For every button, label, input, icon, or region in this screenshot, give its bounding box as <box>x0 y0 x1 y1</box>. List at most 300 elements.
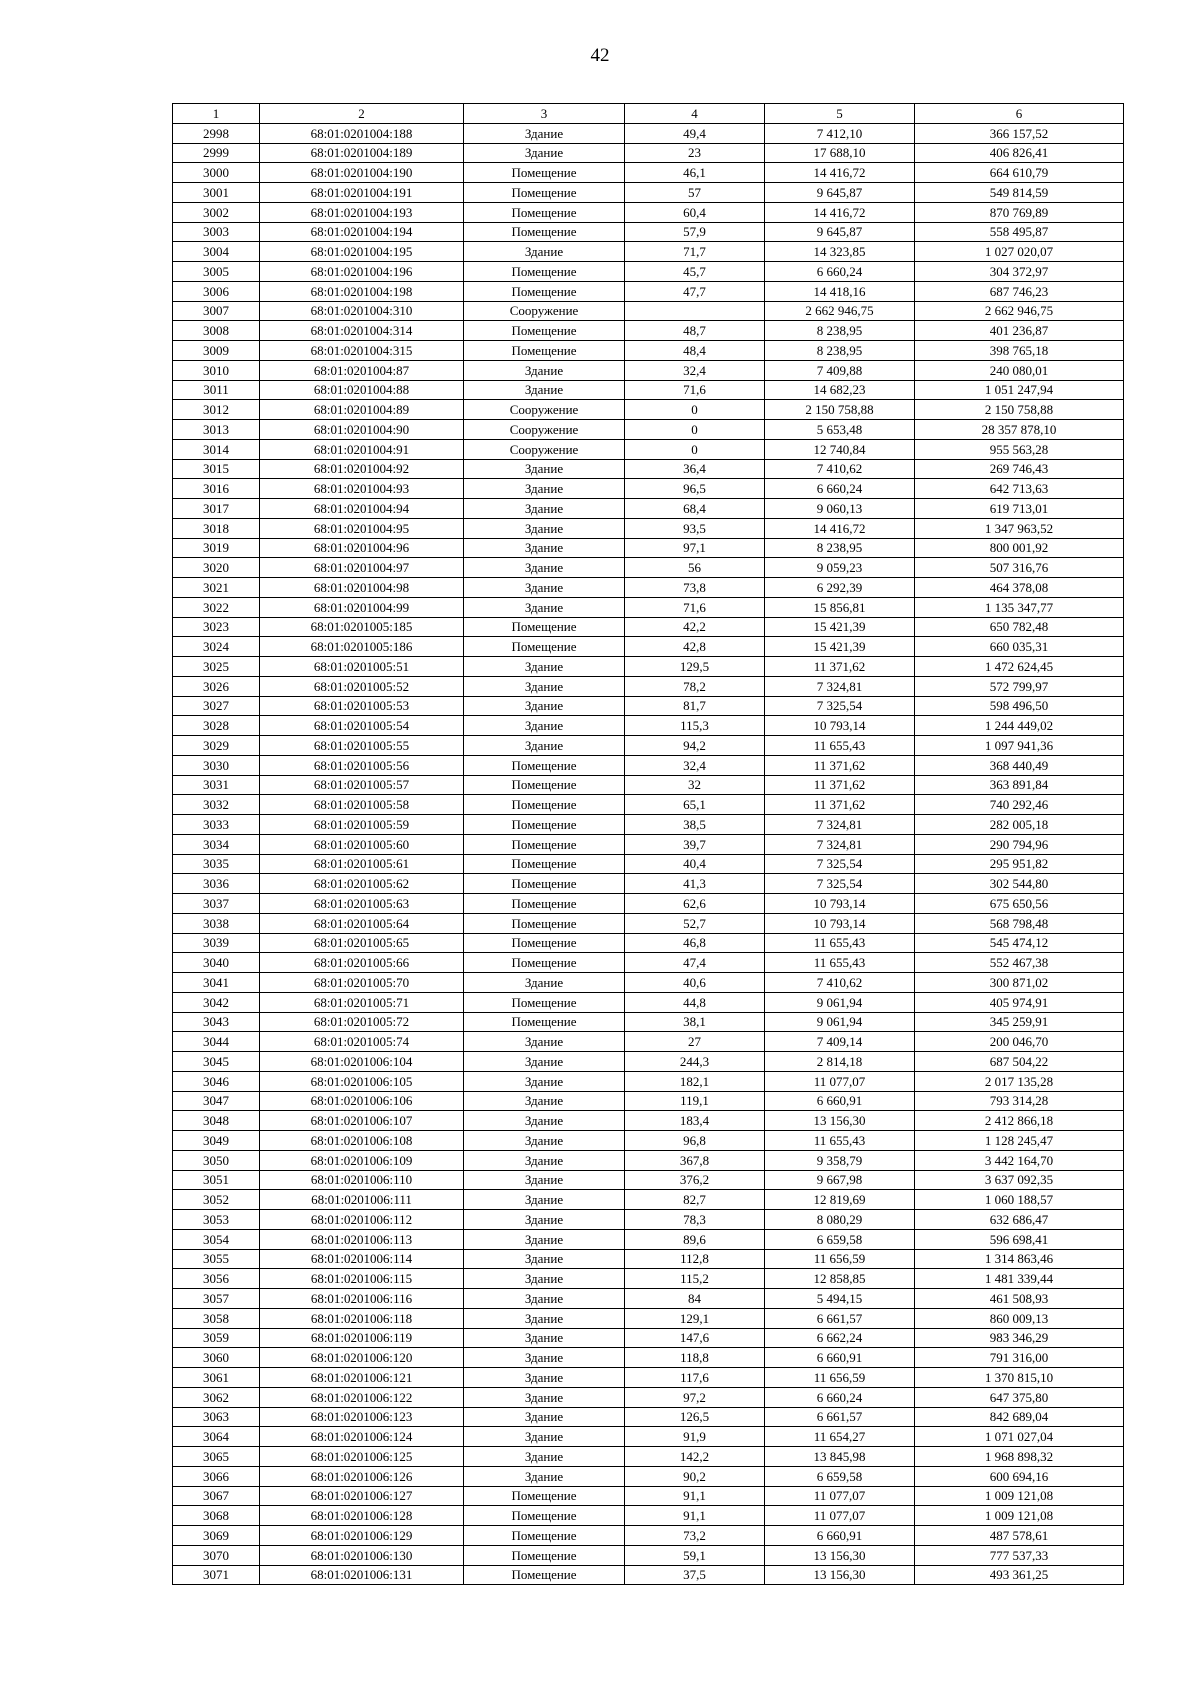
area-cell: 89,6 <box>625 1229 765 1249</box>
cadastral-value-cell: 304 372,97 <box>915 262 1124 282</box>
table-row <box>173 499 1124 519</box>
cadastral-number-cell: 68:01:0201004:97 <box>260 558 464 578</box>
row-number-cell: 3054 <box>173 1229 260 1249</box>
cadastral-number-cell: 68:01:0201004:89 <box>260 400 464 420</box>
specific-value-cell: 8 238,95 <box>765 538 915 558</box>
cadastral-value-cell: 568 798,48 <box>915 913 1124 933</box>
object-type-cell: Здание <box>464 1308 625 1328</box>
object-type-cell: Здание <box>464 1249 625 1269</box>
specific-value-cell: 6 661,57 <box>765 1407 915 1427</box>
object-type-cell: Помещение <box>464 933 625 953</box>
cadastral-number-cell: 68:01:0201005:74 <box>260 1032 464 1052</box>
specific-value-cell: 7 409,14 <box>765 1032 915 1052</box>
specific-value-cell: 7 324,81 <box>765 834 915 854</box>
object-type-cell: Сооружение <box>464 420 625 440</box>
table-row <box>173 400 1124 420</box>
table-row <box>173 1170 1124 1190</box>
table-row <box>173 1526 1124 1546</box>
area-cell: 40,6 <box>625 973 765 993</box>
area-cell: 73,8 <box>625 578 765 598</box>
cadastral-value-cell: 487 578,61 <box>915 1526 1124 1546</box>
row-number-cell: 3025 <box>173 657 260 677</box>
cadastral-value-cell: 1 135 347,77 <box>915 597 1124 617</box>
cadastral-number-cell: 68:01:0201004:94 <box>260 499 464 519</box>
table-row <box>173 281 1124 301</box>
cadastral-value-cell: 302 544,80 <box>915 874 1124 894</box>
area-cell: 45,7 <box>625 262 765 282</box>
area-cell: 96,5 <box>625 479 765 499</box>
cadastral-number-cell: 68:01:0201005:53 <box>260 696 464 716</box>
specific-value-cell: 6 660,24 <box>765 479 915 499</box>
specific-value-cell: 17 688,10 <box>765 143 915 163</box>
cadastral-value-cell: 660 035,31 <box>915 637 1124 657</box>
object-type-cell: Здание <box>464 578 625 598</box>
cadastral-value-cell: 955 563,28 <box>915 439 1124 459</box>
cadastral-value-cell: 740 292,46 <box>915 795 1124 815</box>
specific-value-cell: 9 060,13 <box>765 499 915 519</box>
cadastral-value-cell: 2 412 866,18 <box>915 1111 1124 1131</box>
cadastral-value-cell: 366 157,52 <box>915 123 1124 143</box>
cadastral-value-cell: 1 472 624,45 <box>915 657 1124 677</box>
specific-value-cell: 6 660,24 <box>765 1387 915 1407</box>
specific-value-cell: 6 660,24 <box>765 262 915 282</box>
specific-value-cell: 11 655,43 <box>765 933 915 953</box>
cadastral-number-cell: 68:01:0201005:186 <box>260 637 464 657</box>
specific-value-cell: 11 077,07 <box>765 1071 915 1091</box>
cadastral-number-cell: 68:01:0201006:121 <box>260 1368 464 1388</box>
cadastral-number-cell: 68:01:0201005:52 <box>260 676 464 696</box>
area-cell: 56 <box>625 558 765 578</box>
row-number-cell: 3040 <box>173 953 260 973</box>
cadastral-value-cell: 493 361,25 <box>915 1565 1124 1585</box>
specific-value-cell: 13 156,30 <box>765 1545 915 1565</box>
table-row <box>173 242 1124 262</box>
table-row <box>173 360 1124 380</box>
object-type-cell: Помещение <box>464 874 625 894</box>
area-cell: 91,1 <box>625 1486 765 1506</box>
specific-value-cell: 7 410,62 <box>765 973 915 993</box>
cadastral-number-cell: 68:01:0201005:185 <box>260 617 464 637</box>
specific-value-cell: 7 325,54 <box>765 874 915 894</box>
specific-value-cell: 9 667,98 <box>765 1170 915 1190</box>
row-number-cell: 3006 <box>173 281 260 301</box>
specific-value-cell: 7 324,81 <box>765 676 915 696</box>
table-row <box>173 123 1124 143</box>
table-row <box>173 1012 1124 1032</box>
cadastral-value-cell: 791 316,00 <box>915 1348 1124 1368</box>
table-row <box>173 341 1124 361</box>
cadastral-number-cell: 68:01:0201004:88 <box>260 380 464 400</box>
area-cell: 32,4 <box>625 360 765 380</box>
table-row <box>173 933 1124 953</box>
area-cell: 27 <box>625 1032 765 1052</box>
object-type-cell: Помещение <box>464 795 625 815</box>
specific-value-cell: 9 061,94 <box>765 1012 915 1032</box>
table-row <box>173 163 1124 183</box>
table-row <box>173 834 1124 854</box>
object-type-cell: Здание <box>464 1348 625 1368</box>
object-type-cell: Помещение <box>464 617 625 637</box>
area-cell: 60,4 <box>625 202 765 222</box>
area-cell: 244,3 <box>625 1052 765 1072</box>
cadastral-number-cell: 68:01:0201006:127 <box>260 1486 464 1506</box>
table-row <box>173 854 1124 874</box>
area-cell: 0 <box>625 420 765 440</box>
row-number-cell: 3016 <box>173 479 260 499</box>
table-row <box>173 637 1124 657</box>
object-type-cell: Помещение <box>464 1565 625 1585</box>
object-type-cell: Здание <box>464 1289 625 1309</box>
cadastral-number-cell: 68:01:0201005:59 <box>260 815 464 835</box>
specific-value-cell: 6 660,91 <box>765 1526 915 1546</box>
row-number-cell: 3017 <box>173 499 260 519</box>
area-cell: 96,8 <box>625 1131 765 1151</box>
row-number-cell: 3047 <box>173 1091 260 1111</box>
row-number-cell: 3002 <box>173 202 260 222</box>
cadastral-number-cell: 68:01:0201005:61 <box>260 854 464 874</box>
row-number-cell: 3052 <box>173 1190 260 1210</box>
row-number-cell: 3028 <box>173 716 260 736</box>
table-row <box>173 815 1124 835</box>
area-cell: 78,3 <box>625 1210 765 1230</box>
cadastral-value-cell: 28 357 878,10 <box>915 420 1124 440</box>
cadastral-value-cell: 870 769,89 <box>915 202 1124 222</box>
object-type-cell: Сооружение <box>464 400 625 420</box>
specific-value-cell: 14 416,72 <box>765 202 915 222</box>
specific-value-cell: 7 324,81 <box>765 815 915 835</box>
object-type-cell: Помещение <box>464 262 625 282</box>
cadastral-value-cell: 2 017 135,28 <box>915 1071 1124 1091</box>
specific-value-cell: 11 371,62 <box>765 795 915 815</box>
object-type-cell: Здание <box>464 499 625 519</box>
object-type-cell: Здание <box>464 479 625 499</box>
cadastral-number-cell: 68:01:0201004:95 <box>260 518 464 538</box>
row-number-cell: 3059 <box>173 1328 260 1348</box>
row-number-cell: 3018 <box>173 518 260 538</box>
cadastral-value-cell: 1 314 863,46 <box>915 1249 1124 1269</box>
specific-value-cell: 8 238,95 <box>765 321 915 341</box>
row-number-cell: 3067 <box>173 1486 260 1506</box>
row-number-cell: 3050 <box>173 1150 260 1170</box>
cadastral-value-cell: 398 765,18 <box>915 341 1124 361</box>
table-row <box>173 1229 1124 1249</box>
cadastral-number-cell: 68:01:0201006:131 <box>260 1565 464 1585</box>
specific-value-cell: 6 661,57 <box>765 1308 915 1328</box>
object-type-cell: Здание <box>464 1210 625 1230</box>
cadastral-value-cell: 632 686,47 <box>915 1210 1124 1230</box>
specific-value-cell: 9 358,79 <box>765 1150 915 1170</box>
table-row <box>173 518 1124 538</box>
specific-value-cell: 11 654,27 <box>765 1427 915 1447</box>
row-number-cell: 3045 <box>173 1052 260 1072</box>
object-type-cell: Помещение <box>464 321 625 341</box>
area-cell: 119,1 <box>625 1091 765 1111</box>
table-row <box>173 1111 1124 1131</box>
area-cell: 37,5 <box>625 1565 765 1585</box>
cadastral-value-cell: 1 009 121,08 <box>915 1486 1124 1506</box>
area-cell: 71,7 <box>625 242 765 262</box>
cadastral-value-cell: 558 495,87 <box>915 222 1124 242</box>
area-cell: 48,4 <box>625 341 765 361</box>
specific-value-cell: 11 655,43 <box>765 736 915 756</box>
area-cell: 65,1 <box>625 795 765 815</box>
row-number-cell: 3022 <box>173 597 260 617</box>
row-number-cell: 3030 <box>173 755 260 775</box>
row-number-cell: 3042 <box>173 992 260 1012</box>
table-row <box>173 301 1124 321</box>
area-cell: 118,8 <box>625 1348 765 1368</box>
column-header-6: 6 <box>915 104 1124 124</box>
cadastral-value-cell: 600 694,16 <box>915 1466 1124 1486</box>
column-header-5: 5 <box>765 104 915 124</box>
specific-value-cell: 11 656,59 <box>765 1249 915 1269</box>
cadastral-value-cell: 800 001,92 <box>915 538 1124 558</box>
specific-value-cell: 12 740,84 <box>765 439 915 459</box>
cadastral-value-cell: 1 060 188,57 <box>915 1190 1124 1210</box>
cadastral-number-cell: 68:01:0201005:72 <box>260 1012 464 1032</box>
area-cell: 115,3 <box>625 716 765 736</box>
row-number-cell: 3029 <box>173 736 260 756</box>
object-type-cell: Здание <box>464 973 625 993</box>
row-number-cell: 3008 <box>173 321 260 341</box>
cadastral-value-cell: 687 746,23 <box>915 281 1124 301</box>
cadastral-number-cell: 68:01:0201006:125 <box>260 1447 464 1467</box>
row-number-cell: 3007 <box>173 301 260 321</box>
area-cell: 115,2 <box>625 1269 765 1289</box>
area-cell: 78,2 <box>625 676 765 696</box>
cadastral-value-cell: 842 689,04 <box>915 1407 1124 1427</box>
object-type-cell: Здание <box>464 242 625 262</box>
row-number-cell: 3061 <box>173 1368 260 1388</box>
area-cell: 183,4 <box>625 1111 765 1131</box>
cadastral-value-cell: 1 370 815,10 <box>915 1368 1124 1388</box>
row-number-cell: 3065 <box>173 1447 260 1467</box>
table-row <box>173 439 1124 459</box>
object-type-cell: Сооружение <box>464 301 625 321</box>
area-cell: 367,8 <box>625 1150 765 1170</box>
specific-value-cell: 5 494,15 <box>765 1289 915 1309</box>
row-number-cell: 3010 <box>173 360 260 380</box>
table-row <box>173 459 1124 479</box>
specific-value-cell: 5 653,48 <box>765 420 915 440</box>
object-type-cell: Помещение <box>464 815 625 835</box>
cadastral-value-cell: 642 713,63 <box>915 479 1124 499</box>
object-type-cell: Здание <box>464 1447 625 1467</box>
specific-value-cell: 10 793,14 <box>765 716 915 736</box>
cadastral-number-cell: 68:01:0201006:114 <box>260 1249 464 1269</box>
cadastral-number-cell: 68:01:0201006:122 <box>260 1387 464 1407</box>
area-cell <box>625 301 765 321</box>
table-row <box>173 775 1124 795</box>
object-type-cell: Помещение <box>464 894 625 914</box>
specific-value-cell: 6 659,58 <box>765 1229 915 1249</box>
cadastral-number-cell: 68:01:0201004:193 <box>260 202 464 222</box>
cadastral-number-cell: 68:01:0201006:124 <box>260 1427 464 1447</box>
object-type-cell: Помещение <box>464 202 625 222</box>
specific-value-cell: 2 662 946,75 <box>765 301 915 321</box>
row-number-cell: 3026 <box>173 676 260 696</box>
area-cell: 117,6 <box>625 1368 765 1388</box>
row-number-cell: 3012 <box>173 400 260 420</box>
area-cell: 182,1 <box>625 1071 765 1091</box>
area-cell: 97,1 <box>625 538 765 558</box>
cadastral-value-cell: 675 650,56 <box>915 894 1124 914</box>
specific-value-cell: 15 421,39 <box>765 637 915 657</box>
object-type-cell: Здание <box>464 716 625 736</box>
object-type-cell: Помещение <box>464 775 625 795</box>
area-cell: 32 <box>625 775 765 795</box>
column-header-1: 1 <box>173 104 260 124</box>
object-type-cell: Здание <box>464 518 625 538</box>
cadastral-number-cell: 68:01:0201006:113 <box>260 1229 464 1249</box>
row-number-cell: 3041 <box>173 973 260 993</box>
cadastral-value-cell: 461 508,93 <box>915 1289 1124 1309</box>
object-type-cell: Помещение <box>464 183 625 203</box>
cadastral-value-cell: 1 244 449,02 <box>915 716 1124 736</box>
object-type-cell: Помещение <box>464 913 625 933</box>
specific-value-cell: 2 814,18 <box>765 1052 915 1072</box>
area-cell: 48,7 <box>625 321 765 341</box>
table-row <box>173 1506 1124 1526</box>
object-type-cell: Помещение <box>464 854 625 874</box>
cadastral-value-cell: 793 314,28 <box>915 1091 1124 1111</box>
row-number-cell: 3039 <box>173 933 260 953</box>
specific-value-cell: 7 409,88 <box>765 360 915 380</box>
area-cell: 57,9 <box>625 222 765 242</box>
area-cell: 46,1 <box>625 163 765 183</box>
cadastral-number-cell: 68:01:0201005:55 <box>260 736 464 756</box>
area-cell: 38,1 <box>625 1012 765 1032</box>
object-type-cell: Здание <box>464 123 625 143</box>
area-cell: 147,6 <box>625 1328 765 1348</box>
area-cell: 112,8 <box>625 1249 765 1269</box>
cadastral-value-cell: 464 378,08 <box>915 578 1124 598</box>
specific-value-cell: 7 410,62 <box>765 459 915 479</box>
specific-value-cell: 14 682,23 <box>765 380 915 400</box>
object-type-cell: Помещение <box>464 755 625 775</box>
row-number-cell: 3023 <box>173 617 260 637</box>
table-row <box>173 321 1124 341</box>
cadastral-number-cell: 68:01:0201006:128 <box>260 1506 464 1526</box>
cadastral-value-cell: 552 467,38 <box>915 953 1124 973</box>
row-number-cell: 3001 <box>173 183 260 203</box>
table-row <box>173 1269 1124 1289</box>
row-number-cell: 3066 <box>173 1466 260 1486</box>
cadastral-number-cell: 68:01:0201004:198 <box>260 281 464 301</box>
row-number-cell: 3046 <box>173 1071 260 1091</box>
cadastral-number-cell: 68:01:0201006:112 <box>260 1210 464 1230</box>
cadastral-value-cell: 240 080,01 <box>915 360 1124 380</box>
table-row <box>173 1308 1124 1328</box>
table-row <box>173 1466 1124 1486</box>
object-type-cell: Здание <box>464 1427 625 1447</box>
cadastral-value-cell: 1 051 247,94 <box>915 380 1124 400</box>
cadastral-number-cell: 68:01:0201004:91 <box>260 439 464 459</box>
table-row <box>173 262 1124 282</box>
cadastral-value-cell: 545 474,12 <box>915 933 1124 953</box>
area-cell: 82,7 <box>625 1190 765 1210</box>
area-cell: 42,2 <box>625 617 765 637</box>
row-number-cell: 3013 <box>173 420 260 440</box>
object-type-cell: Здание <box>464 1052 625 1072</box>
table-row <box>173 578 1124 598</box>
row-number-cell: 3055 <box>173 1249 260 1269</box>
specific-value-cell: 13 845,98 <box>765 1447 915 1467</box>
cadastral-number-cell: 68:01:0201004:191 <box>260 183 464 203</box>
cadastral-value-cell: 3 442 164,70 <box>915 1150 1124 1170</box>
cadastral-number-cell: 68:01:0201004:314 <box>260 321 464 341</box>
row-number-cell: 3056 <box>173 1269 260 1289</box>
cadastral-number-cell: 68:01:0201006:116 <box>260 1289 464 1309</box>
row-number-cell: 3053 <box>173 1210 260 1230</box>
cadastral-number-cell: 68:01:0201004:310 <box>260 301 464 321</box>
cadastral-value-cell: 401 236,87 <box>915 321 1124 341</box>
cadastral-value-cell: 3 637 092,35 <box>915 1170 1124 1190</box>
cadastral-value-cell: 1 128 245,47 <box>915 1131 1124 1151</box>
area-cell: 91,1 <box>625 1506 765 1526</box>
specific-value-cell: 6 292,39 <box>765 578 915 598</box>
specific-value-cell: 14 416,72 <box>765 163 915 183</box>
object-type-cell: Здание <box>464 1269 625 1289</box>
cadastral-value-cell: 200 046,70 <box>915 1032 1124 1052</box>
cadastral-value-cell: 647 375,80 <box>915 1387 1124 1407</box>
row-number-cell: 3009 <box>173 341 260 361</box>
area-cell: 94,2 <box>625 736 765 756</box>
row-number-cell: 3020 <box>173 558 260 578</box>
row-number-cell: 2998 <box>173 123 260 143</box>
object-type-cell: Здание <box>464 1387 625 1407</box>
object-type-cell: Здание <box>464 597 625 617</box>
cadastral-number-cell: 68:01:0201006:110 <box>260 1170 464 1190</box>
cadastral-number-cell: 68:01:0201005:70 <box>260 973 464 993</box>
object-type-cell: Здание <box>464 657 625 677</box>
cadastral-value-cell: 282 005,18 <box>915 815 1124 835</box>
cadastral-value-cell: 687 504,22 <box>915 1052 1124 1072</box>
header-row <box>173 104 1124 124</box>
cadastral-number-cell: 68:01:0201005:63 <box>260 894 464 914</box>
specific-value-cell: 9 061,94 <box>765 992 915 1012</box>
cadastral-number-cell: 68:01:0201005:65 <box>260 933 464 953</box>
cadastral-number-cell: 68:01:0201006:118 <box>260 1308 464 1328</box>
column-header-2: 2 <box>260 104 464 124</box>
object-type-cell: Помещение <box>464 222 625 242</box>
cadastral-value-cell: 777 537,33 <box>915 1545 1124 1565</box>
cadastral-number-cell: 68:01:0201004:87 <box>260 360 464 380</box>
row-number-cell: 3043 <box>173 1012 260 1032</box>
table-row <box>173 479 1124 499</box>
table-row <box>173 716 1124 736</box>
cadastral-value-cell: 295 951,82 <box>915 854 1124 874</box>
table-row <box>173 1190 1124 1210</box>
table-row <box>173 1249 1124 1269</box>
object-type-cell: Здание <box>464 1071 625 1091</box>
cadastral-number-cell: 68:01:0201005:58 <box>260 795 464 815</box>
table-row <box>173 538 1124 558</box>
specific-value-cell: 14 418,16 <box>765 281 915 301</box>
table-row <box>173 894 1124 914</box>
cadastral-value-cell: 650 782,48 <box>915 617 1124 637</box>
object-type-cell: Здание <box>464 380 625 400</box>
cadastral-number-cell: 68:01:0201006:119 <box>260 1328 464 1348</box>
cadastral-value-cell: 983 346,29 <box>915 1328 1124 1348</box>
cadastral-value-cell: 405 974,91 <box>915 992 1124 1012</box>
cadastral-number-cell: 68:01:0201004:90 <box>260 420 464 440</box>
object-type-cell: Помещение <box>464 281 625 301</box>
object-type-cell: Здание <box>464 1229 625 1249</box>
area-cell: 84 <box>625 1289 765 1309</box>
cadastral-number-cell: 68:01:0201005:71 <box>260 992 464 1012</box>
row-number-cell: 3038 <box>173 913 260 933</box>
